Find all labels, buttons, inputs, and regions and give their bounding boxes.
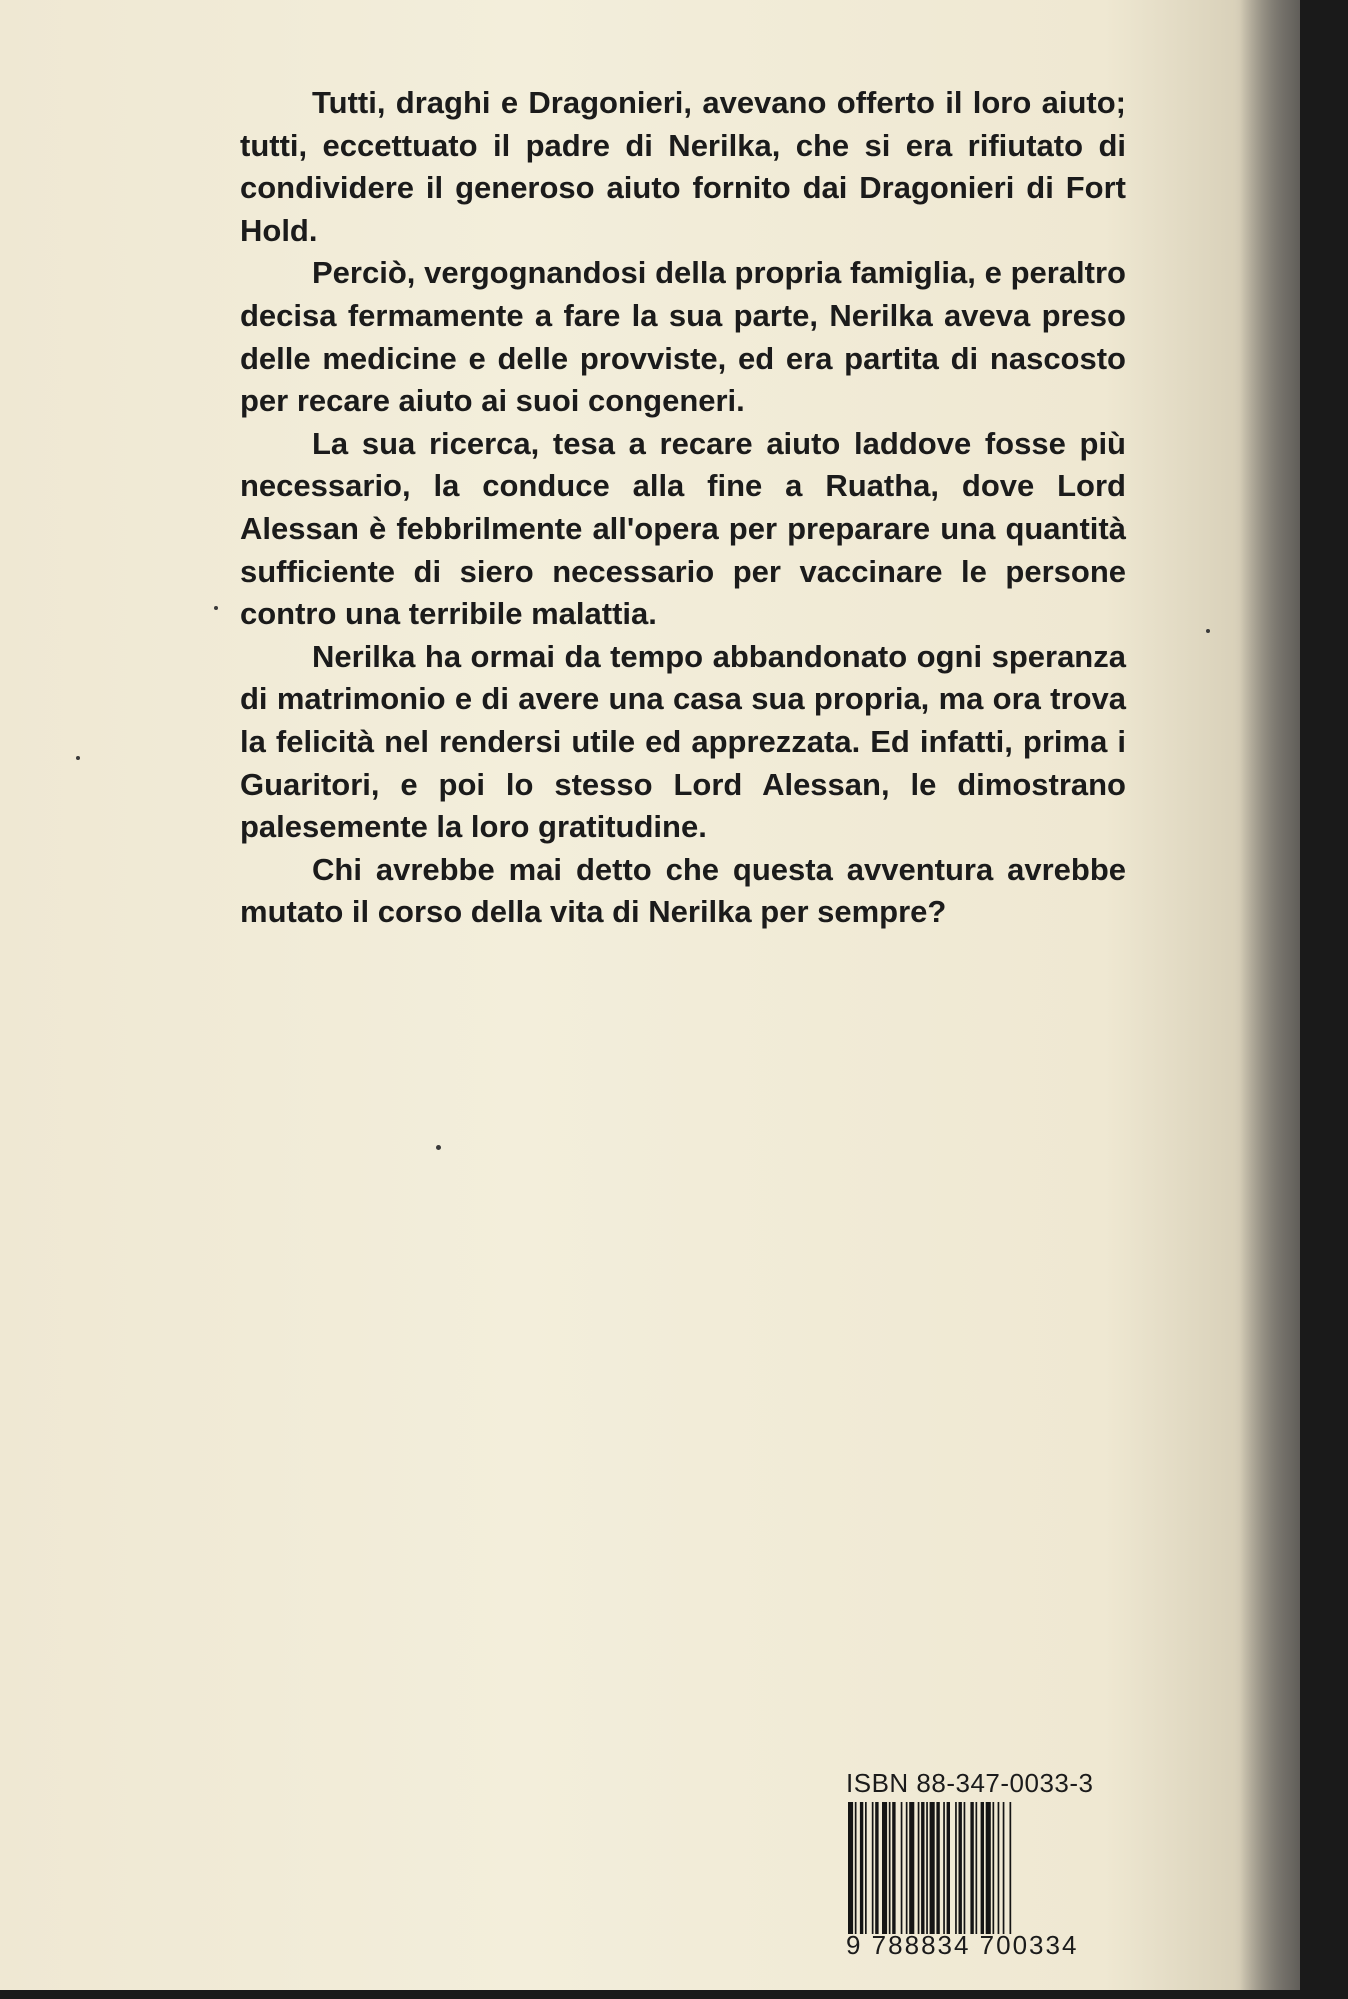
paper-speck — [214, 606, 218, 610]
blurb-paragraph-2: Perciò, vergognandosi della propria famiglia, e peraltro decisa fermamente a fare la sua parte, Nerilka aveva preso delle medicine e delle provviste, ed era partita di nascosto per recare aiuto ai suoi congeneri. — [240, 255, 1126, 419]
barcode-bar — [936, 1802, 939, 1934]
barcode-bar — [993, 1802, 995, 1934]
barcode-bar — [998, 1802, 1000, 1934]
ean-digits: 9 788834 700334 — [846, 1930, 1079, 1960]
barcode-bar — [855, 1802, 857, 1934]
paper-speck — [436, 1145, 441, 1150]
blurb-paragraph-1: Tutti, draghi e Dragonieri, avevano offerto il loro aiuto; tutti, eccettuato il padre di Nerilka, che si era rifiutato di condividere il generoso aiuto fornito dai Dragonieri di Fort Hold. — [240, 85, 1126, 248]
barcode-bar — [970, 1802, 973, 1934]
barcode-bar — [976, 1802, 978, 1934]
barcode-bar — [1003, 1802, 1005, 1934]
barcode-bar — [930, 1802, 935, 1934]
barcode-bar — [926, 1802, 928, 1934]
barcode-bar — [882, 1802, 887, 1934]
barcode-bar — [1010, 1802, 1012, 1934]
barcode-bar — [947, 1802, 950, 1934]
barcode-bar — [872, 1802, 874, 1934]
barcode-bar — [943, 1802, 945, 1934]
barcode-bar — [964, 1802, 966, 1934]
blurb-paragraph-4: Nerilka ha ormai da tempo abbandonato ogni speranza di matrimonio e di avere una casa sua propria, ma ora trova la felicità nel rendersi utile ed apprezzata. Ed infatti, prima i Guaritori, e poi lo stesso Lord Alessan, le dimostrano palesemente la loro gratitudine. — [240, 638, 1126, 845]
blurb-paragraph-3: La sua ricerca, tesa a recare aiuto laddove fosse più necessario, la conduce alla fine a Ruatha, dove Lord Alessan è febbrilmente all'opera per preparare una quantità sufficiente di siero necessario per vaccinare le persone contro una terribile malattia. — [240, 425, 1126, 632]
barcode-bar — [901, 1802, 903, 1934]
isbn-label: ISBN 88-347-0033-3 — [846, 1768, 1094, 1798]
barcode-bar — [981, 1802, 984, 1934]
barcode-bar — [865, 1802, 867, 1934]
barcode-bar — [892, 1802, 895, 1934]
cover-edge-shadow — [1240, 0, 1300, 1990]
barcode-bar — [906, 1802, 908, 1934]
barcode-bar — [875, 1802, 878, 1934]
barcode-bar — [889, 1802, 891, 1934]
paper-speck — [76, 756, 80, 760]
barcode-bars — [846, 1802, 1122, 1934]
barcode-bar — [986, 1802, 991, 1934]
paper-speck — [1206, 629, 1210, 633]
barcode-bar — [860, 1802, 863, 1934]
barcode-bar — [848, 1802, 853, 1934]
isbn-barcode — [846, 1768, 1122, 1968]
barcode-bar — [909, 1802, 914, 1934]
barcode-bar — [918, 1802, 920, 1934]
barcode-bar — [955, 1802, 957, 1934]
blurb-text — [240, 82, 1126, 934]
barcode-bar — [959, 1802, 962, 1934]
blurb-paragraph-5: Chi avrebbe mai detto che questa avventura avrebbe mutato il corso della vita di Nerilka per sempre? — [240, 851, 1126, 930]
barcode-bar — [921, 1802, 924, 1934]
